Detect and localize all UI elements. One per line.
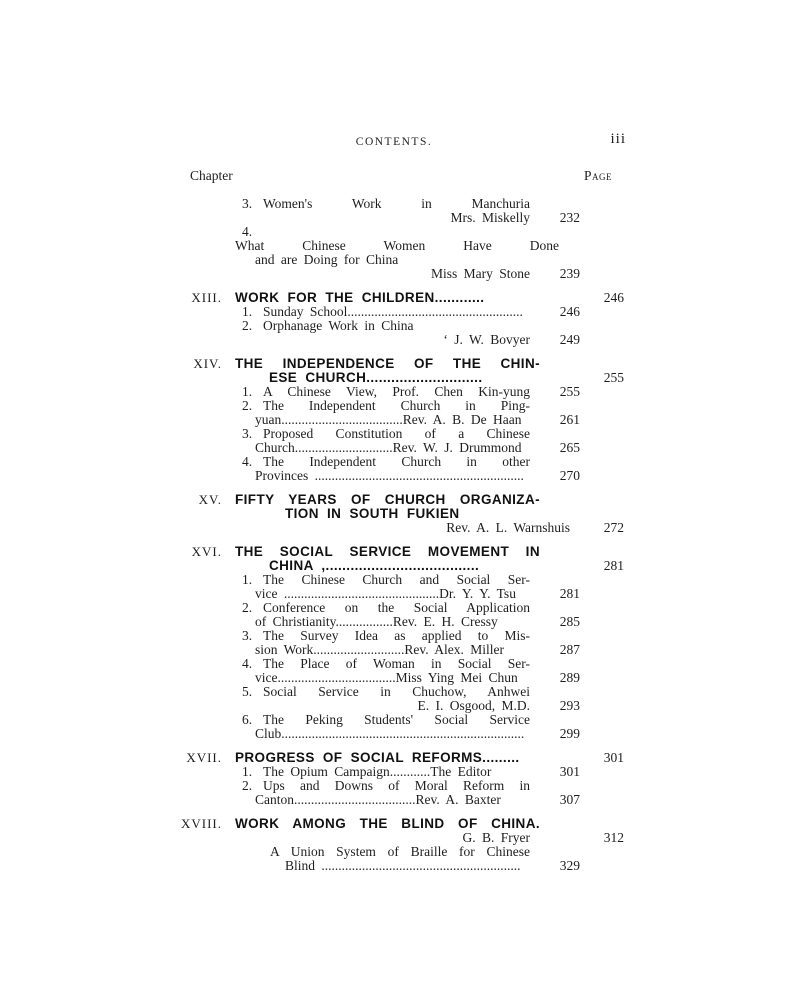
entry-text: Ups and Downs of Moral Reform in [263,778,530,793]
chapter-page-number [580,713,628,727]
item-page-number: 265 [559,440,580,455]
item-page-number: 249 [559,332,580,347]
item-page-number: 281 [559,586,580,601]
chapter-numeral [170,399,235,413]
entry-text: THE SOCIAL SERVICE MOVEMENT IN [235,544,540,559]
toc-entry-body [235,493,540,507]
item-page-number [540,319,580,333]
item-page-number [540,845,580,859]
toc-row [170,357,628,371]
toc-entry-body [235,385,540,399]
toc-entry-body [235,305,540,319]
chapter-page-number [580,587,628,601]
toc-row [170,559,628,573]
chapter-numeral [170,507,235,521]
toc-entry-body [235,333,540,347]
chapter-numeral [170,413,235,427]
entry-text: ESE CHURCH............................ [269,370,483,385]
chapter-page-number: 312 [603,830,624,845]
entry-text: The Independent Church in other [263,454,530,469]
toc-list [170,197,628,873]
chapter-numeral [170,793,235,807]
toc-entry-body [235,197,540,211]
chapter-page-number [580,615,628,629]
toc-entry-body [235,713,540,727]
toc-row [170,333,628,347]
chapter-page-number [580,441,628,455]
toc-row [170,225,628,253]
item-page-number [540,831,580,845]
toc-row [170,793,628,807]
chapter-numeral [170,197,235,211]
item-number: 4. [242,224,253,239]
item-number: 1. [242,764,253,779]
entry-text: of Christianity.................Rev. E. H. Cressy [255,614,498,629]
chapter-page-number [580,333,628,347]
entry-text: Canton....................................Rev. A. Baxter [255,792,501,807]
entry-text: Rev. A. L. Warnshuis [446,520,570,535]
entry-text: Blind ........................................................... [285,858,521,873]
item-page-number [540,573,580,587]
chapter-page-number [580,699,628,713]
toc-entry-body [235,601,540,615]
item-page-number [540,685,580,699]
chapter-numeral [170,629,235,643]
chapter-page-number [580,545,628,559]
chapter-page-number [580,385,628,399]
item-number: 1. [242,384,253,399]
chapter-page-number [580,845,628,859]
chapter-page-number [580,507,628,521]
item-page-number: 246 [559,304,580,319]
entry-text: Proposed Constitution of a Chinese [263,426,530,441]
toc-entry-body [235,817,540,831]
chapter-numeral [170,319,235,333]
toc-entry-body [235,699,540,713]
item-page-number [540,545,580,559]
toc-entry-body [235,413,540,427]
chapter-numeral [170,643,235,657]
toc-entry-body [235,521,580,535]
item-page-number: 307 [559,792,580,807]
toc-row [170,319,628,333]
chapter-numeral [170,559,235,573]
chapter-page-number: 281 [603,558,624,573]
chapter-page-number [580,643,628,657]
entry-text: Church.............................Rev. W. J. Drummond [255,440,522,455]
entry-text: Social Service in Chuchow, Anhwei [263,684,530,699]
toc-entry-body [235,371,540,385]
chapter-numeral [170,699,235,713]
item-page-number [540,427,580,441]
toc-entry-body [235,793,540,807]
chapter-numeral [170,831,235,845]
entry-text: Miss Mary Stone [430,266,530,281]
running-head-title: CONTENTS. [355,136,433,148]
toc-row [170,727,628,741]
chapter-numeral [170,455,235,469]
entry-text: TION IN SOUTH FUKIEN [285,506,460,521]
chapter-numeral [170,615,235,629]
toc-entry-body [235,845,540,859]
item-number: 1. [242,572,253,587]
item-page-number: 289 [559,670,580,685]
toc-row [170,643,628,657]
toc-entry-body [235,559,540,573]
toc-row [170,211,628,225]
chapter-numeral [170,765,235,779]
entry-text: THE INDEPENDENCE OF THE CHIN- [235,356,540,371]
toc-row [170,385,628,399]
toc-row [170,291,628,305]
toc-entry-body [235,211,540,225]
entry-text: PROGRESS OF SOCIAL REFORMS......... [235,750,520,765]
item-number: 2. [242,318,253,333]
toc-entry-body [235,357,540,371]
entry-text: G. B. Fryer [462,830,530,845]
toc-entry-body [235,573,540,587]
chapter-page-number: 255 [603,370,624,385]
item-page-number [540,779,580,793]
toc-row [170,399,628,413]
toc-row [170,699,628,713]
item-page-number: 301 [559,764,580,779]
entry-text: CHINA ,..................................... [269,558,480,573]
toc-entry-body [235,399,540,413]
toc-row [170,469,628,483]
item-number: 4. [242,454,253,469]
item-page-number [540,371,580,385]
chapter-page-number [580,413,628,427]
chapter-page-number [580,357,628,371]
chapter-page-number [580,727,628,741]
chapter-page-number [580,225,628,253]
chapter-numeral [170,427,235,441]
chapter-page-number [580,629,628,643]
toc-row [170,779,628,793]
toc-entry-body [235,267,540,281]
chapter-numeral [170,587,235,601]
toc-row [170,657,628,671]
chapter-numeral [170,685,235,699]
chapter-page-number [580,469,628,483]
entry-text: The Independent Church in Ping- [263,398,530,413]
toc-row [170,685,628,699]
entry-text: Mrs. Miskelly [450,210,530,225]
column-header-chapter: Chapter [190,168,233,183]
toc-row [170,859,628,873]
chapter-numeral [170,469,235,483]
chapter-page-number [580,817,628,831]
entry-text: and are Doing for China [255,252,399,267]
entry-text: WORK AMONG THE BLIND OF CHINA. [235,816,540,831]
entry-text: The Opium Campaign............The Editor [263,764,492,779]
chapter-numeral: XIV. [193,356,222,371]
toc-entry-body [235,629,540,643]
entry-text: FIFTY YEARS OF CHURCH ORGANIZA- [235,492,540,507]
chapter-numeral: XV. [198,492,222,507]
item-page-number [540,751,580,765]
chapter-numeral: XIII. [191,290,222,305]
toc-entry-body [235,469,540,483]
toc-entry-body [235,615,540,629]
toc-entry-body [235,507,540,521]
chapter-numeral [170,441,235,455]
toc-row [170,629,628,643]
item-page-number [540,357,580,371]
item-number: 5. [242,684,253,699]
entry-text: ‘ J. W. Bovyer [443,332,530,347]
toc-row [170,751,628,765]
item-page-number [540,253,580,267]
chapter-numeral [170,727,235,741]
entry-text: yuan....................................Rev. A. B. De Haan [255,412,522,427]
toc-entry-body [235,643,540,657]
entry-text: Orphanage Work in China [263,318,414,333]
chapter-numeral [170,845,235,859]
entry-text: The Chinese Church and Social Ser- [263,572,530,587]
chapter-numeral: XVI. [191,544,222,559]
chapter-page-number: 272 [603,520,624,535]
chapter-numeral: XVII. [186,750,222,765]
entry-text: A Union System of Braille for Chinese [270,844,530,859]
toc-row [170,601,628,615]
entry-text: vice...................................Miss Ying Mei Chun [255,670,518,685]
chapter-numeral [170,305,235,319]
toc-row [170,413,628,427]
item-page-number: 293 [559,698,580,713]
chapter-numeral [170,371,235,385]
toc-row [170,615,628,629]
chapter-page-number [580,657,628,671]
toc-entry-body [235,779,540,793]
toc-row [170,573,628,587]
item-number: 4. [242,656,253,671]
toc-row [170,427,628,441]
toc-entry-body [235,727,540,741]
chapter-numeral [170,521,235,535]
column-header-page: Page [583,168,612,183]
toc-entry-body [235,587,540,601]
toc-row [170,455,628,469]
running-head [170,133,628,150]
entry-text: sion Work...........................Rev. Alex. Miller [255,642,505,657]
item-number: 2. [242,398,253,413]
entry-text: Conference on the Social Application [263,600,530,615]
chapter-numeral [170,859,235,873]
chapter-numeral [170,253,235,267]
item-number: 3. [242,196,253,211]
chapter-numeral [170,333,235,347]
entry-text: The Peking Students' Social Service [263,712,530,727]
entry-text: What Chinese Women Have Done [235,238,559,253]
toc-entry-body [235,545,540,559]
chapter-numeral [170,601,235,615]
item-number: 3. [242,628,253,643]
toc-entry-body [235,765,540,779]
page-folio-number: iii [610,131,626,147]
chapter-page-number [580,197,628,211]
item-page-number [540,455,580,469]
toc-row [170,831,628,845]
chapter-page-number [580,493,628,507]
toc-row [170,253,628,267]
item-page-number: 329 [559,858,580,873]
chapter-numeral [170,385,235,399]
toc-row [170,765,628,779]
toc-row [170,507,628,521]
chapter-page-number [580,253,628,267]
column-headers [170,168,628,184]
chapter-numeral [170,573,235,587]
chapter-page-number [580,399,628,413]
toc-row [170,671,628,685]
toc-row [170,521,628,535]
toc-entry-body [235,859,540,873]
toc-entry-body [235,671,540,685]
item-page-number [540,507,580,521]
toc-entry-body [235,225,580,253]
chapter-numeral: XVIII. [180,816,222,831]
chapter-page-number [580,685,628,699]
chapter-numeral [170,267,235,281]
toc-entry-body [235,685,540,699]
chapter-page-number [580,779,628,793]
chapter-numeral [170,225,235,253]
item-page-number [540,817,580,831]
item-number: 1. [242,304,253,319]
chapter-numeral [170,671,235,685]
chapter-page-number [580,267,628,281]
item-page-number [540,629,580,643]
item-page-number [540,399,580,413]
item-page-number [540,197,580,211]
toc-row [170,371,628,385]
toc-row [170,587,628,601]
item-page-number: 287 [559,642,580,657]
item-page-number [540,559,580,573]
chapter-page-number [580,859,628,873]
chapter-page-number [580,319,628,333]
item-number: 3. [242,426,253,441]
item-page-number: 261 [559,412,580,427]
chapter-numeral [170,211,235,225]
chapter-page-number [580,455,628,469]
item-page-number [540,493,580,507]
item-number: 2. [242,778,253,793]
item-number: 6. [242,712,253,727]
entry-text: Club........................................................................ [255,726,525,741]
item-number: 2. [242,600,253,615]
toc-row [170,845,628,859]
chapter-page-number [580,765,628,779]
toc-entry-body [235,455,540,469]
entry-text: The Survey Idea as applied to Mis- [263,628,530,643]
chapter-page-number [580,211,628,225]
item-page-number: 299 [559,726,580,741]
entry-text: The Place of Woman in Social Ser- [263,656,530,671]
toc-row [170,267,628,281]
toc-row [170,493,628,507]
toc-entry-body [235,291,540,305]
chapter-numeral [170,779,235,793]
toc-entry-body [235,751,540,765]
item-page-number: 232 [559,210,580,225]
chapter-numeral [170,713,235,727]
toc-row [170,305,628,319]
chapter-page-number [580,793,628,807]
chapter-page-number [580,305,628,319]
entry-text: WORK FOR THE CHILDREN............ [235,290,485,305]
item-page-number: 239 [559,266,580,281]
item-page-number: 255 [559,384,580,399]
toc-row [170,197,628,211]
chapter-numeral [170,657,235,671]
item-page-number: 270 [559,468,580,483]
toc-entry-body [235,319,540,333]
entry-text: E. I. Osgood, M.D. [417,698,530,713]
page-content [170,133,628,873]
entry-text: Sunday School.................................................... [263,304,523,319]
entry-text: Women's Work in Manchuria [263,196,530,211]
toc-entry-body [235,657,540,671]
entry-text: A Chinese View, Prof. Chen Kin-yung [263,384,530,399]
chapter-page-number: 301 [603,750,624,765]
entry-text: vice ..............................................Dr. Y. Y. Tsu [255,586,516,601]
toc-row [170,817,628,831]
toc-entry-body [235,831,540,845]
chapter-page-number [580,671,628,685]
chapter-page-number [580,573,628,587]
entry-text: Provinces .............................................................. [255,468,524,483]
toc-row [170,441,628,455]
toc-entry-body [235,427,540,441]
item-page-number: 285 [559,614,580,629]
toc-entry-body [235,441,540,455]
chapter-page-number: 246 [603,290,624,305]
item-page-number [540,713,580,727]
item-page-number [540,601,580,615]
chapter-page-number [580,601,628,615]
item-page-number [540,657,580,671]
chapter-page-number [580,427,628,441]
toc-row [170,713,628,727]
toc-row [170,545,628,559]
item-page-number [540,291,580,305]
toc-entry-body [235,253,540,267]
